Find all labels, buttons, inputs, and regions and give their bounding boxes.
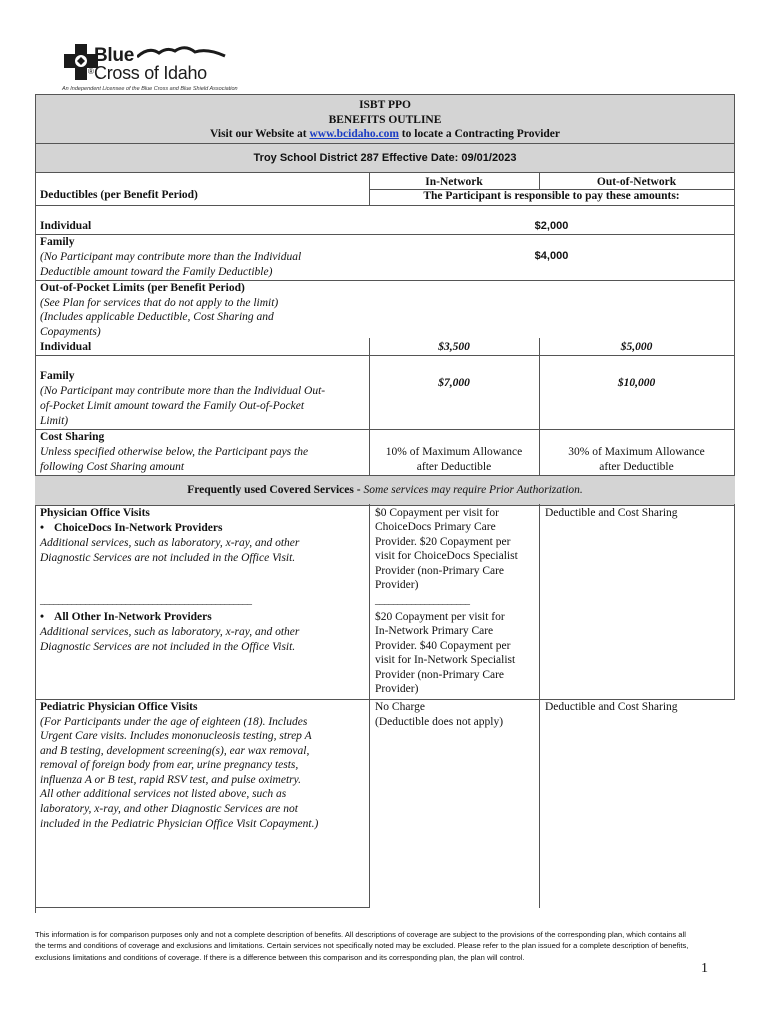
pediatric-note-line: influenza A or B test, rapid RSV test, and pulse oximetry. <box>40 773 301 786</box>
rule-4 <box>35 429 735 430</box>
brand-line-2: Cross of Idaho <box>94 63 207 83</box>
pediatric-in-2: (Deductible does not apply) <box>375 715 504 728</box>
oop-family-out: $10,000 <box>617 376 656 389</box>
oop-individual-label: Individual <box>40 340 92 353</box>
plan-title: ISBT PPO <box>359 99 411 111</box>
physician-out-network: Deductible and Cost Sharing <box>545 506 678 519</box>
website-prefix: Visit our Website at <box>210 128 310 140</box>
rule-1 <box>35 234 735 235</box>
cost-sharing-in-1: 10% of Maximum Allowance <box>385 445 523 458</box>
choicedocs-note-1: Additional services, such as laboratory, x-ray, and other <box>40 536 300 549</box>
website-suffix: to locate a Contracting Provider <box>398 128 560 140</box>
other-providers-note-1: Additional services, such as laboratory, x-ray, and other <box>40 625 300 638</box>
pediatric-in-1: No Charge <box>375 700 425 713</box>
oop-individual-out: $5,000 <box>620 340 653 353</box>
oop-individual-in: $3,500 <box>438 340 470 353</box>
logo-tagline: An Independent Licensee of the Blue Cross and Blue Shield Association <box>62 86 238 92</box>
pediatric-note-line: included in the Pediatric Physician Office Visit Copayment.) <box>40 817 319 830</box>
website-link[interactable]: www.bcidaho.com <box>309 128 399 140</box>
oop-note-2: (Includes applicable Deductible, Cost Sharing and <box>40 310 274 323</box>
pediatric-note-line: (For Participants under the age of eighteen (18). Includes <box>40 715 308 728</box>
table-body <box>35 173 735 913</box>
choicedocs-in-network <box>375 506 540 594</box>
deductible-individual-value: $2,000 <box>534 219 569 232</box>
choicedocs-in-line: ChoiceDocs Primary Care <box>375 521 496 534</box>
cost-sharing-out-1: 30% of Maximum Allowance <box>568 445 705 458</box>
oop-family-in: $7,000 <box>438 376 470 389</box>
deductible-family-note-2: Deductible amount toward the Family Deductible) <box>40 265 273 278</box>
pediatric-note-line: All other additional services not listed above, such as <box>40 788 287 801</box>
registered-mark: ® <box>88 67 94 76</box>
cost-sharing-title: Cost Sharing <box>40 430 105 443</box>
plan-header <box>35 94 735 144</box>
covered-services-band <box>35 475 735 506</box>
choicedocs-in-line: $0 Copayment per visit for <box>375 506 499 519</box>
other-providers-label: • All Other In-Network Providers <box>40 610 212 625</box>
prior-auth-note: Some services may require Prior Authorization. <box>363 483 583 496</box>
divider-col1-services <box>369 504 370 908</box>
disclaimer: This information is for comparison purposes only and not a complete description of benefits. All descriptions of coverage are subject to the provisions of the corresponding plan, which contains all the terms and conditions of coverage and exclusions and limitations. Certain services not specifically noted may be excluded. Please refer to the plan issued for a complete description of benefits, exclusions limitations and conditions of coverage. If there is a difference between this comparison and its corresponding plan, the plan will control. <box>35 930 689 962</box>
deductible-family-note-1: (No Participant may contribute more than the Individual <box>40 250 302 263</box>
choicedocs-in-line: visit for ChoiceDocs Specialist <box>375 550 518 563</box>
oop-family-note-3: Limit) <box>40 414 69 427</box>
brand-line-1: Blue <box>94 45 134 66</box>
header-bottom-rule <box>35 205 735 206</box>
choicedocs-in-line: Provider) <box>375 579 419 592</box>
benefits-table <box>35 94 735 913</box>
col-out-network: Out-of-Network <box>596 175 677 188</box>
divider-underline-mid: _____________________ <box>375 594 470 606</box>
page-number: 1 <box>701 961 708 976</box>
border-left <box>35 173 36 913</box>
other-providers-note-2: Diagnostic Services are not included in the Office Visit. <box>40 640 296 653</box>
pediatric-out: Deductible and Cost Sharing <box>545 700 678 713</box>
other-in-line: In-Network Primary Care <box>375 625 494 638</box>
deductible-individual-label: Individual <box>40 219 92 232</box>
covered-services-heading: Frequently used Covered Services - <box>187 483 364 496</box>
choicedocs-in-line: Provider (non-Primary Care <box>375 564 505 577</box>
cost-sharing-note-2: following Cost Sharing amount <box>40 460 185 473</box>
cost-sharing-in-2: after Deductible <box>416 460 492 473</box>
oop-note-3: Copayments) <box>40 325 101 338</box>
other-in-line: Provider (non-Primary Care <box>375 668 505 681</box>
rule-bottom <box>35 907 370 908</box>
border-right-services <box>734 504 735 700</box>
deductibles-title: Deductibles (per Benefit Period) <box>40 188 198 201</box>
pediatric-note-line: removal of foreign body from ear, urine pregnancy tests, <box>40 759 299 772</box>
responsibility-note: The Participant is responsible to pay these amounts: <box>423 189 680 202</box>
oop-note-1: (See Plan for services that do not apply to the limit) <box>40 296 279 309</box>
deductible-family-label: Family <box>40 235 75 248</box>
plan-subtitle: BENEFITS OUTLINE <box>328 113 442 126</box>
oop-title: Out-of-Pocket Limits (per Benefit Period) <box>40 281 245 294</box>
pediatric-notes <box>40 715 368 832</box>
pediatric-note-line: Urgent Care visits. Includes mononucleosis testing, strep A <box>40 730 312 743</box>
oop-family-note-2: of-Pocket Limit amount toward the Family Out-of-Pocket <box>40 399 305 412</box>
pediatric-title: Pediatric Physician Office Visits <box>40 700 198 713</box>
rule-3 <box>35 355 735 356</box>
choicedocs-label: • ChoiceDocs In-Network Providers <box>40 521 222 536</box>
other-in-line: visit for In-Network Specialist <box>375 654 516 667</box>
col-in-network: In-Network <box>425 175 483 188</box>
oop-family-note-1: (No Participant may contribute more than the Individual Out- <box>40 384 326 397</box>
pediatric-note-line: laboratory, x-ray, and other Diagnostic Services are not <box>40 803 298 816</box>
oop-family-label: Family <box>40 369 75 382</box>
divider-underline-left: _______________________________________________ <box>40 594 252 606</box>
cost-sharing-note-1: Unless specified otherwise below, the Participant pays the <box>40 445 309 458</box>
other-in-line: Provider. $40 Copayment per <box>375 639 511 652</box>
choicedocs-in-line: Provider. $20 Copayment per <box>375 535 511 548</box>
mountain-icon <box>137 44 227 60</box>
website-line <box>36 127 734 142</box>
other-in-line: $20 Copayment per visit for <box>375 610 505 623</box>
physician-visits-title: Physician Office Visits <box>40 506 150 519</box>
group-effective-date: Troy School District 287 Effective Date: 09/01/2023 <box>35 144 735 173</box>
other-in-line: Provider) <box>375 683 419 696</box>
choicedocs-note-2: Diagnostic Services are not included in the Office Visit. <box>40 551 296 564</box>
pediatric-note-line: and B testing, development screening(s), ear wax removal, <box>40 744 310 757</box>
deductible-family-value: $4,000 <box>534 249 569 262</box>
other-providers-in-network <box>375 610 540 698</box>
cost-sharing-out-2: after Deductible <box>599 460 674 473</box>
